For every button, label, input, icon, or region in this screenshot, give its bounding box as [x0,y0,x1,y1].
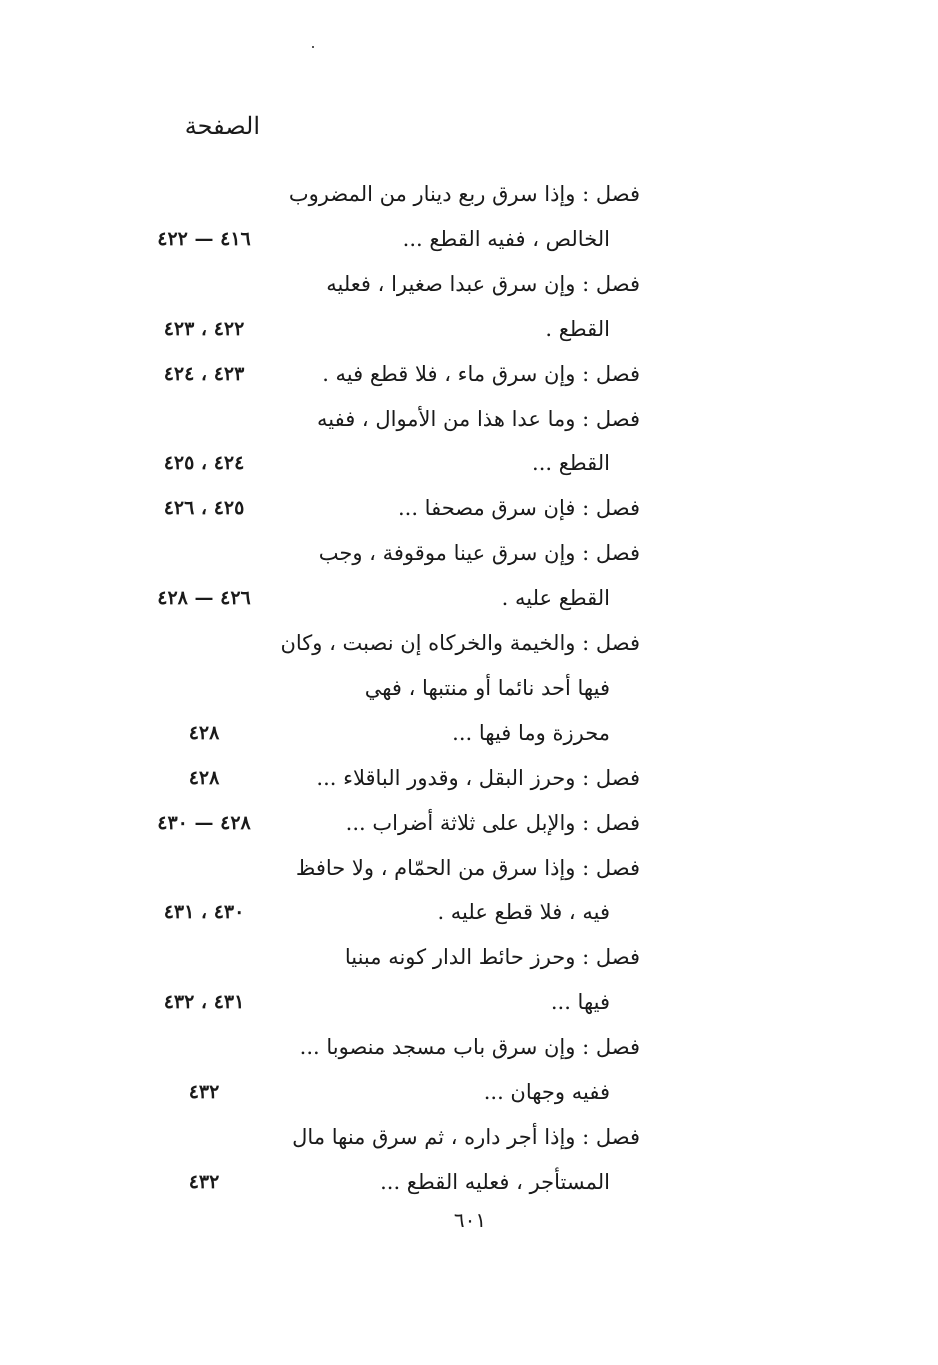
entry-title: فصل : فإن سرق مصحفا ... [397,496,640,521]
entry-title: ففيه وجهان ... [483,1080,610,1104]
index-entry-line [120,846,640,890]
entry-page-range: ٤٢٨ [188,721,220,744]
index-entry-line [120,621,640,665]
index-entry-line [120,397,640,441]
entry-page-range: ٤٢٤ ، ٤٢٥ [163,452,245,475]
column-heading: الصفحة [184,112,260,140]
entry-title: فصل : وإن سرق عينا موقوفة ، وجب [318,541,640,566]
entry-title: المستأجر ، فعليه القطع ... [380,1169,610,1194]
index-entry-line [120,307,640,351]
entry-title: فصل : وإذا سرق ربع دينار من المضروب [288,182,640,206]
index-entry-line [120,262,640,306]
index-entry-line [120,890,640,934]
index-entry-line [120,1025,640,1069]
scan-speck [312,46,314,48]
entry-title: محرزة وما فيها ... [452,720,610,745]
entry-title: فصل : وإن سرق عبدا صغيرا ، فعليه [326,271,640,296]
entry-page-range: ٤٣٢ [188,1081,220,1103]
entry-title: فصل : والخيمة والخركاه إن نصبت ، وكان [280,631,640,655]
entry-page-range: ٤٢٣ ، ٤٢٤ [163,362,245,385]
index-entry-line [120,352,640,396]
index-entry-line [120,576,640,620]
entry-page-range: ٤٢٨ — ٤٣٠ [157,811,251,834]
index-entry-line [120,935,640,979]
entry-page-range: ٤٢٥ ، ٤٢٦ [163,497,245,520]
entry-title: فصل : وإذا سرق من الحمّام ، ولا حافظ [295,855,640,880]
index-entry-line [120,801,640,845]
page-number: ٦٠١ [453,1208,487,1232]
entry-title: فصل : وما عدا هذا من الأموال ، ففيه [316,406,640,431]
index-entry-line [120,217,640,261]
index-entry-line [120,531,640,575]
entry-page-range: ٤٣٢ [188,1170,220,1193]
index-entry-line [120,756,640,800]
entry-title: فيها ... [550,990,610,1015]
entry-title: فصل : وإن سرق ماء ، فلا قطع فيه . [322,361,640,386]
entry-title: القطع عليه . [501,586,610,611]
index-entry-line [120,441,640,485]
entry-page-range: ٤٢٨ [188,766,220,789]
entry-title: فيه ، فلا قطع عليه . [437,900,610,925]
entry-page-range: ٤٣١ ، ٤٣٢ [163,991,245,1014]
entry-page-range: ٤٢٦ — ٤٢٨ [157,587,251,610]
entry-title: القطع ... [532,451,610,476]
entry-title: فصل : وحرز البقل ، وقدور الباقلاء ... [316,765,640,790]
entry-title: الخالص ، ففيه القطع ... [402,226,610,251]
index-entry-line [120,1070,640,1114]
index-entry-line [120,1115,640,1159]
entry-page-range: ٤١٦ — ٤٢٢ [157,227,251,250]
entry-title: فصل : وحرز حائط الدار كونه مبنيا [344,945,640,970]
entry-page-range: ٤٣٠ ، ٤٣١ [163,901,245,924]
entry-title: فصل : والإبل على ثلاثة أضراب ... [345,810,640,835]
index-entry-line [120,1160,640,1204]
index-entry-line [120,711,640,755]
entry-title: فيها أحد نائما أو منتبها ، فهي [364,675,610,700]
index-entry-line [120,486,640,530]
index-entry-line [120,666,640,710]
index-entry-line [120,172,640,216]
index-entry-line [120,980,640,1024]
entry-page-range: ٤٢٢ ، ٤٢٣ [163,317,245,340]
entry-title: فصل : وإذا أجر داره ، ثم سرق منها مال [292,1124,640,1149]
entry-title: القطع . [545,316,610,341]
entry-title: فصل : وإن سرق باب مسجد منصوبا ... [299,1035,640,1060]
